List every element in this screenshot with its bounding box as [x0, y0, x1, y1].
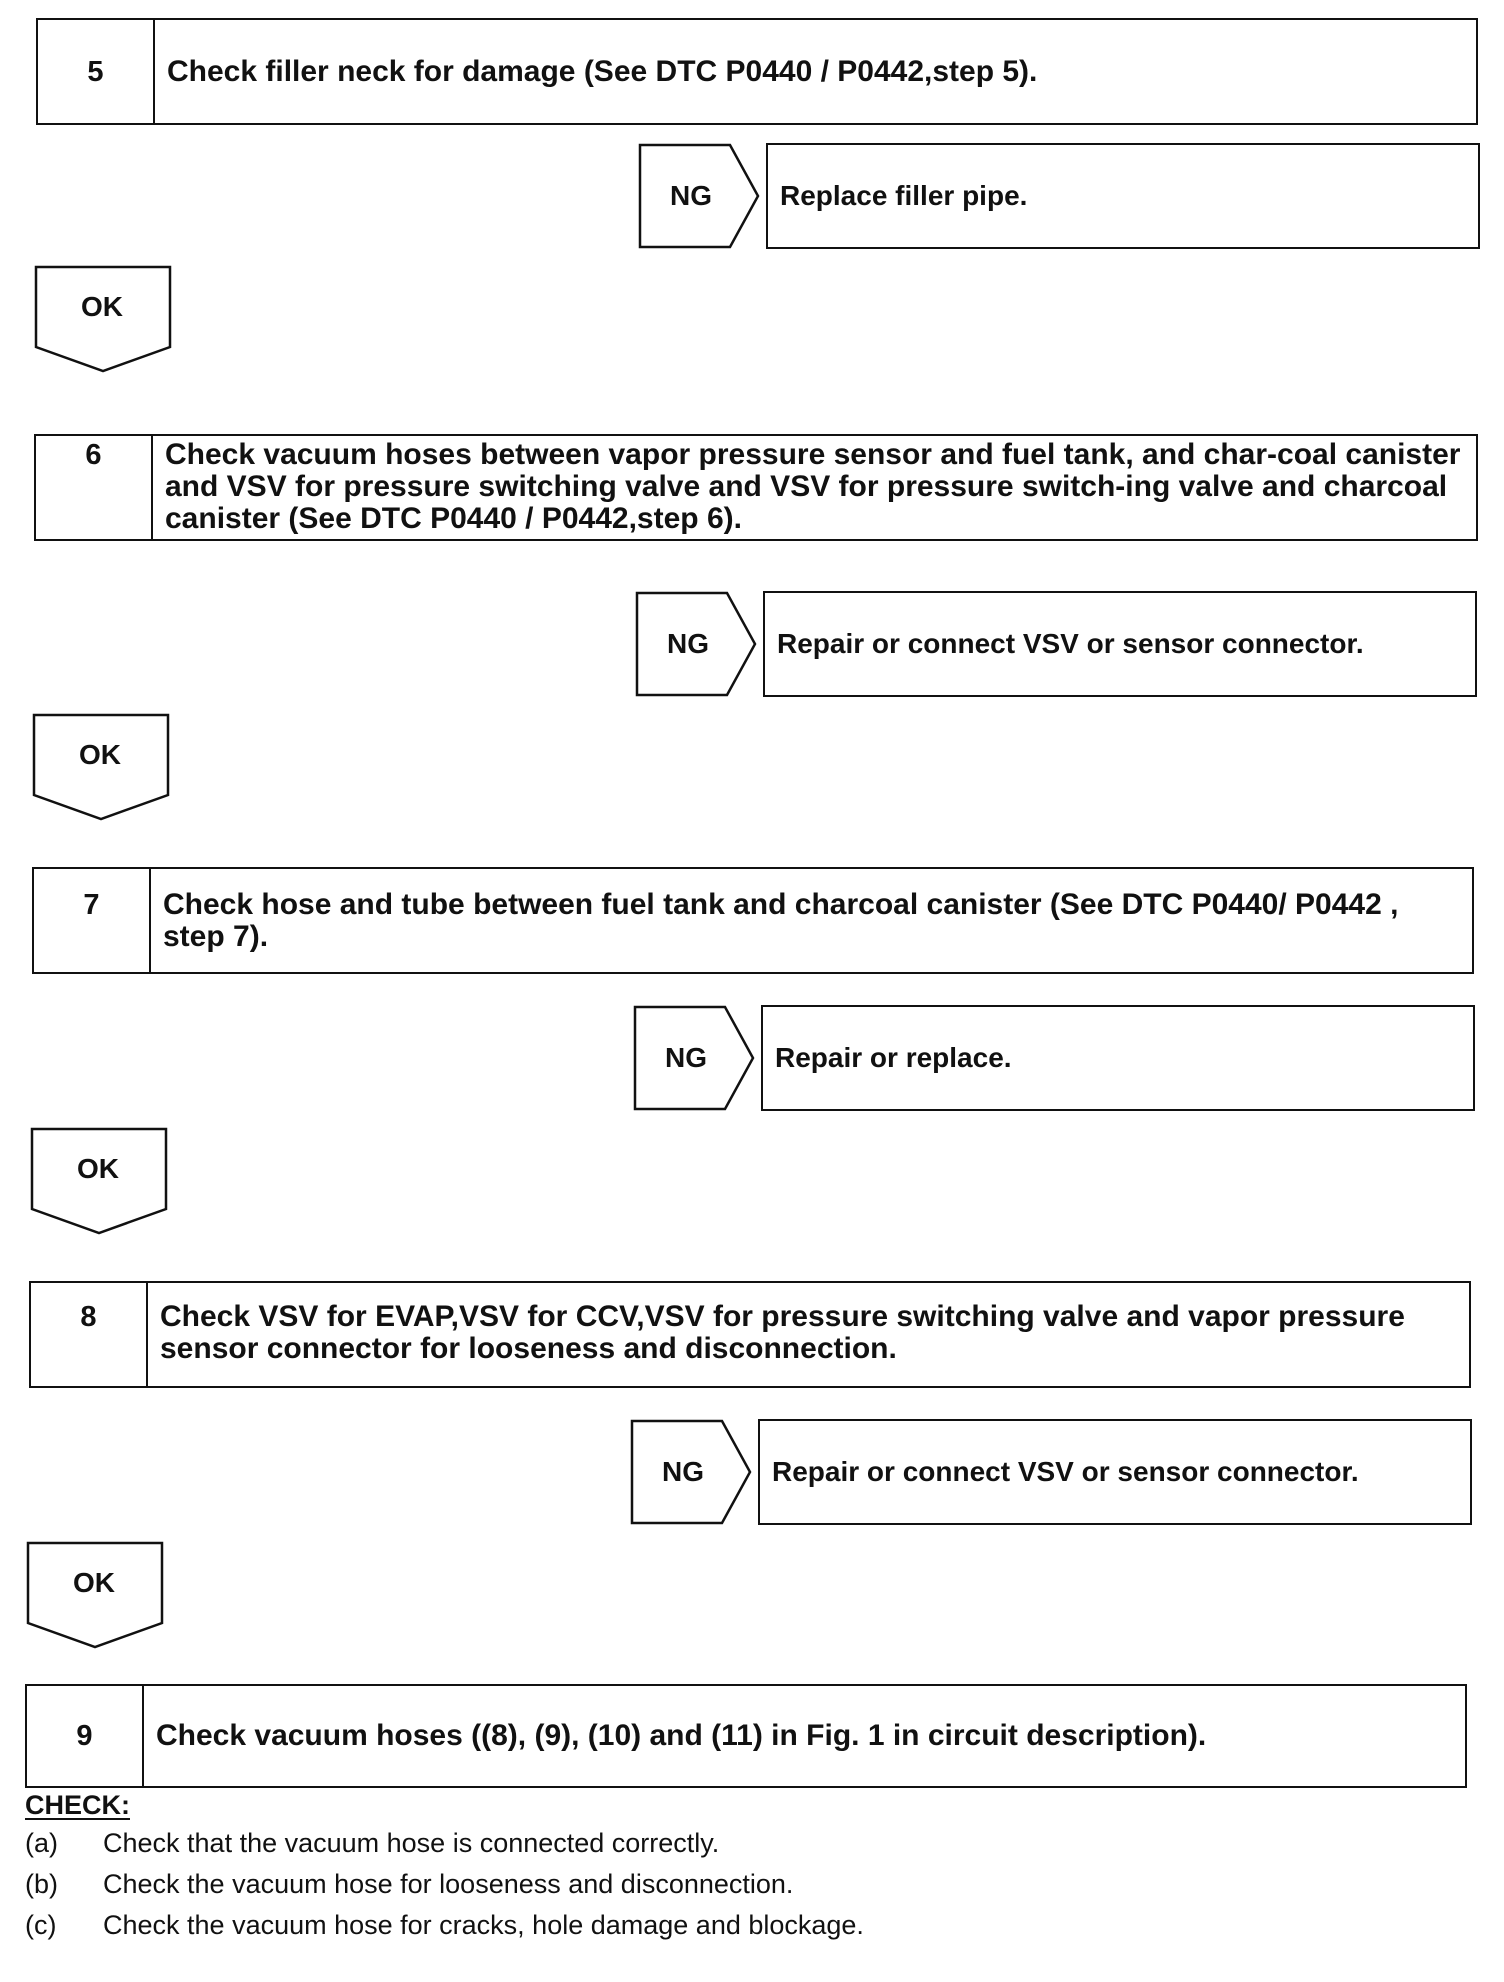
ok-label: OK	[77, 1153, 119, 1184]
check-list	[25, 1828, 864, 1951]
check-item-text: Check the vacuum hose for cracks, hole damage and blockage.	[103, 1910, 864, 1940]
check-item-mark: (b)	[25, 1869, 58, 1899]
ng-result-box: Repair or replace.	[761, 1005, 1475, 1111]
step-number: 7	[34, 869, 151, 972]
ng-label: NG	[662, 1456, 704, 1487]
check-item-mark: (a)	[25, 1828, 58, 1858]
ng-result-box: Repair or connect VSV or sensor connector.	[758, 1419, 1472, 1525]
step-number: 5	[38, 20, 155, 123]
check-item-text: Check the vacuum hose for looseness and disconnection.	[103, 1869, 794, 1899]
ng-label: NG	[665, 1042, 707, 1073]
step-text: Check vacuum hoses ((8), (9), (10) and (11) in Fig. 1 in circuit description).	[156, 1719, 1207, 1752]
ok-label: OK	[81, 291, 123, 322]
step-number: 9	[27, 1686, 144, 1786]
ng-result-box: Repair or connect VSV or sensor connector.	[763, 591, 1477, 697]
step-text: Check VSV for EVAP,VSV for CCV,VSV for pressure switching valve and vapor pressure sensor connector for looseness and disconnection.	[160, 1300, 1405, 1365]
step-number: 8	[31, 1283, 148, 1386]
step-8-box	[29, 1281, 1471, 1388]
step-text: Check hose and tube between fuel tank and charcoal canister (See DTC P0440/ P0442 , step 7).	[163, 888, 1399, 953]
check-item	[25, 1869, 864, 1910]
ok-label: OK	[79, 739, 121, 770]
step-6-box	[34, 434, 1478, 541]
ng-label: NG	[670, 180, 712, 211]
check-heading: CHECK:	[25, 1790, 130, 1820]
ng-label: NG	[667, 628, 709, 659]
ng-result-box: Replace filler pipe.	[766, 143, 1480, 249]
check-item	[25, 1828, 864, 1869]
step-text: Check vacuum hoses between vapor pressure sensor and fuel tank, and char-coal canister and VSV for pressure switching valve and VSV for pressure switch-ing valve and charcoal canister (See DTC P0440 / P0442,step 6).	[165, 438, 1461, 535]
step-5-box	[36, 18, 1478, 125]
check-item-text: Check that the vacuum hose is connected correctly.	[103, 1828, 720, 1858]
check-item-mark: (c)	[25, 1910, 57, 1940]
ok-label: OK	[73, 1567, 115, 1598]
step-number: 6	[36, 436, 153, 539]
step-text: Check filler neck for damage (See DTC P0440 / P0442,step 5).	[167, 55, 1038, 88]
step-9-box	[25, 1684, 1467, 1788]
step-7-box	[32, 867, 1474, 974]
check-item	[25, 1910, 864, 1951]
